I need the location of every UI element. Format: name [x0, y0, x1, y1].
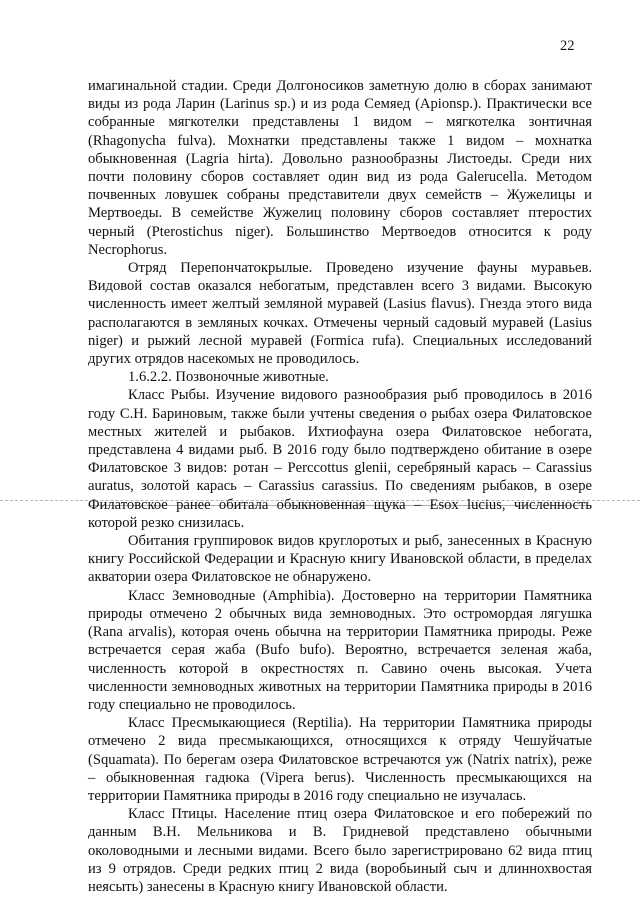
paragraph-hymenoptera: Отряд Перепончатокрылые. Проведено изучение фауны муравьев. Видовой состав оказался небогатым, представлен всего 3 видами. Высокую численность имеет желтый земляной муравей (Lasius flavus). Гнезда этого вида располагаются в земляных кочках. Отмечены черный садовый муравей (Lasius niger) и рыжий лесной муравей (Formica rufa). Специальных исследований других отрядов насекомых не проводилось. — [88, 260, 592, 368]
paragraph-reptiles: Класс Пресмыкающиеся (Reptilia). На территории Памятника природы отмечено 2 вида пресмыкающихся, относящихся к отряду Чешуйчатые (Squamata). По берегам озера Филатовское встречаются уж (Natrix natrix), реже – обыкновенная гадюка (Vipera berus). Численность пресмыкающихся на территории Памятника природы в 2016 году специально не изучалась. — [88, 715, 592, 804]
paragraph-beetles: имагинальной стадии. Среди Долгоносиков заметную долю в сборах занимают виды из рода Ларин (Larinus sp.) и из рода Семяед (Apionsp.). Практически все собранные мягкотелки представлены 1 видом – мягкотелка зонтичная (Rhagonycha fulva). Мохнатки представлены также 1 видом – мохнатка обыкновенная (Lagria hirta). Довольно разнообразны Листоеды. Среди них почти половину сборов составляет один вид из рода Galerucella. Методом почвенных ловушек собраны представители двух семейств – Жужелицы и Мертвоеды. В семействе Жужелиц половину сборов составляет птеростих черный (Pterostichus niger). Большинство Мертвоедов относится к роду Necrophorus. — [88, 78, 592, 258]
paragraph-fish: Класс Рыбы. Изучение видового разнообразия рыб проводилось в 2016 году С.Н. Бариновым, также были учтены сведения о рыбах озера Филатовское местных жителей и рыбаков. Ихтиофауна озера Филатовское небогата, представлена 4 видами рыб. В 2016 году было подтверждено обитание в озере Филатовское 3 видов: ротан – Perccottus glenii, серебряный карась – Carassius auratus, золотой карась – Carassius carassius. По сведениям рыбаков, в озере Филатовское ранее обитала обыкновенная щука – Esox lucius, численность которой резко снизилась. — [88, 387, 592, 531]
paragraph-red-book-fish: Обитания группировок видов круглоротых и рыб, занесенных в Красную книгу Российской Федерации и Красную книгу Ивановской области, в пределах акватории озера Филатовское не обнаружено. — [88, 533, 592, 586]
section-heading-vertebrates: 1.6.2.2. Позвоночные животные. — [128, 369, 329, 386]
page-number: 22 — [560, 38, 575, 54]
paragraph-amphibians: Класс Земноводные (Amphibia). Достоверно на территории Памятника природы отмечено 2 обычных вида земноводных. Это остромордая лягушка (Rana arvalis), которая очень обычна на территории Памятника природы. Реже встречается серая жаба (Bufo bufo). Вероятно, встречается зеленая жаба, численность которой в окрестностях п. Савино очень высокая. Учета численности земноводных животных на территории Памятника природы в 2016 году специально не проводилось. — [88, 587, 592, 713]
body-text — [88, 77, 592, 896]
paragraph-birds: Класс Птицы. Население птиц озера Филатовское и его побережий по данным В.Н. Мельникова и В. Гридневой представлено обычными околоводными и лесными видами. Всего было зарегистрировано 62 вида птиц из 9 отрядов. Среди редких птиц 2 вида (воробьиный сыч и длиннохвостая неясыть) занесены в Красную книгу Ивановской области. — [88, 806, 592, 895]
